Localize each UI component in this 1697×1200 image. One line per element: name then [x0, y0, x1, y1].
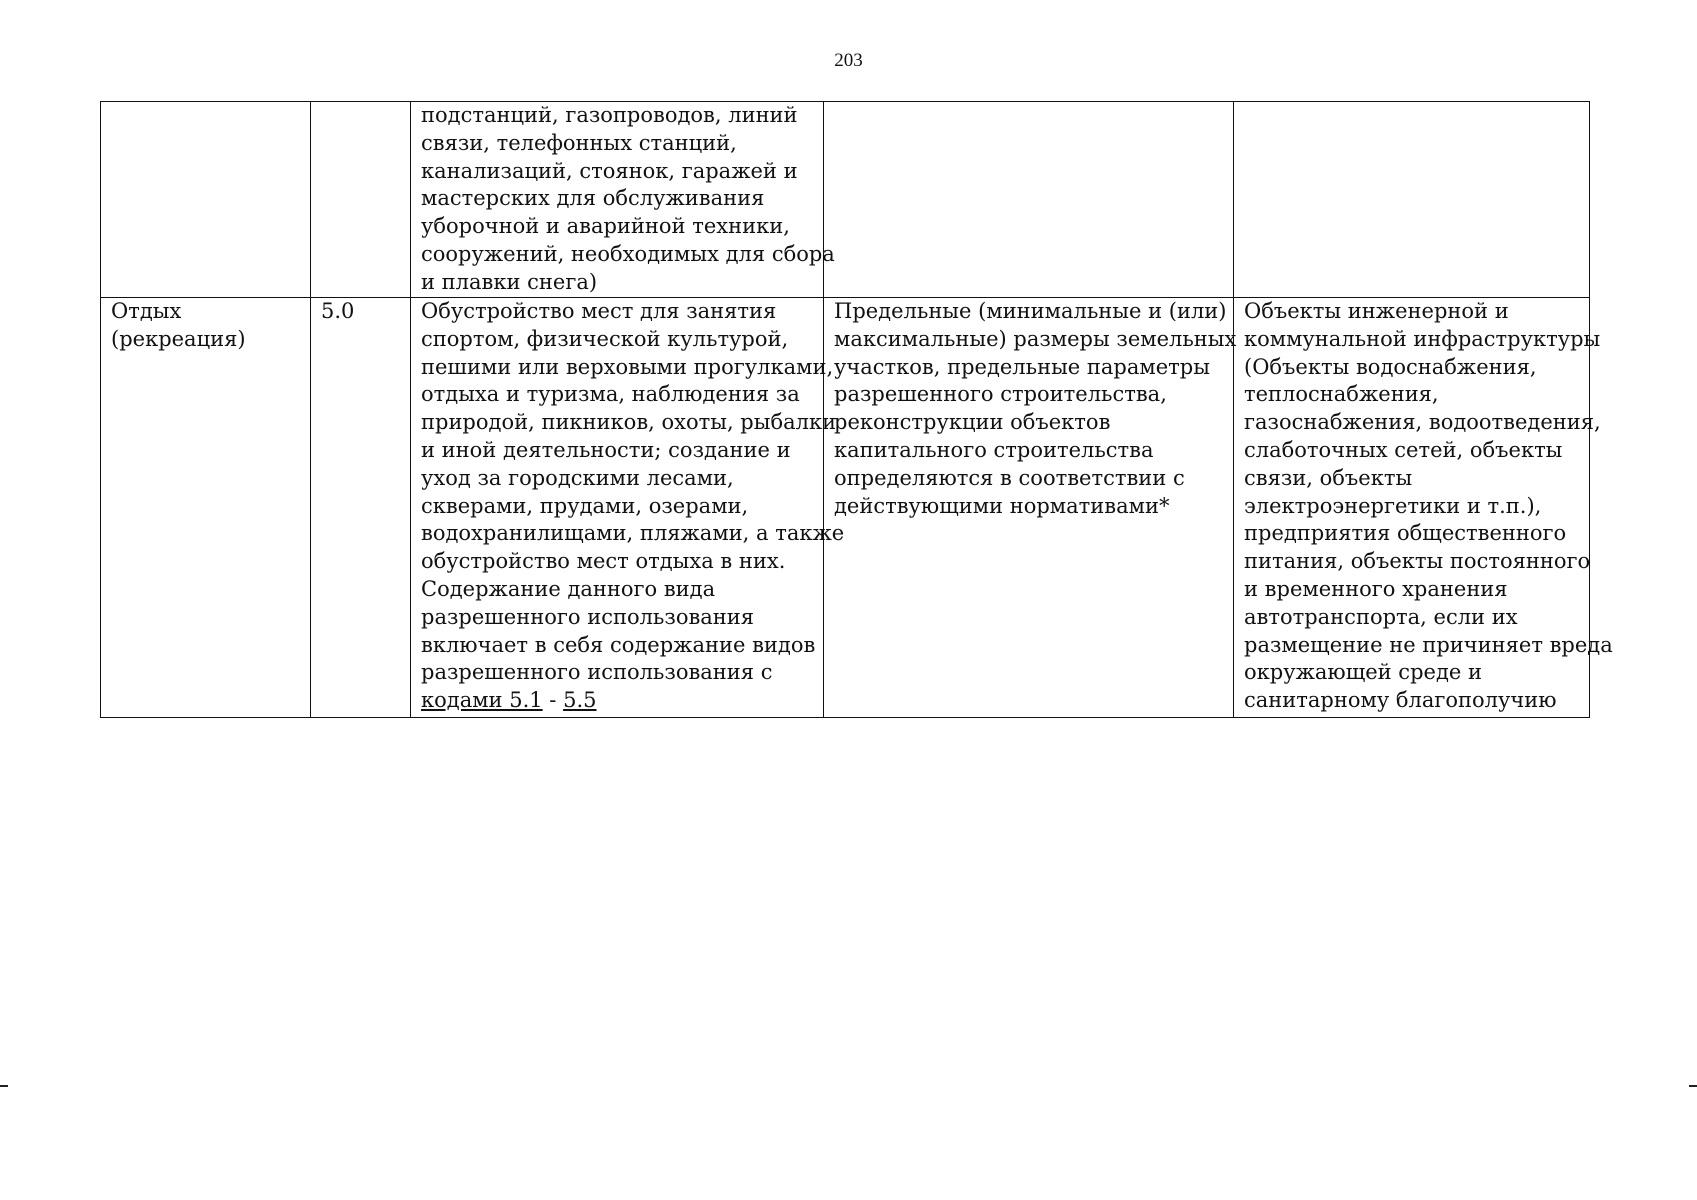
text-line: разрешенного строительства, — [834, 382, 1167, 407]
text-line: теплоснабжения, — [1244, 382, 1439, 407]
text-line: реконструкции объектов — [834, 410, 1111, 435]
text-line: подстанций, газопроводов, линий — [421, 103, 798, 127]
right-margin-mark — [1689, 1085, 1697, 1087]
code-link-end[interactable]: 5.5 — [563, 688, 597, 713]
text-line: разрешенного использования — [421, 604, 755, 629]
text-line: санитарному благополучию — [1244, 688, 1557, 713]
text-line: окружающей среде и — [1244, 660, 1482, 685]
text-line: Обустройство мест для занятия — [421, 299, 777, 323]
text-line: Объекты инженерной и — [1244, 299, 1509, 323]
text-line: разрешенного использования с — [421, 660, 773, 685]
text-line: автотранспорта, если их — [1244, 604, 1518, 629]
code-separator: - — [542, 688, 564, 713]
text-line: связи, телефонных станций, — [421, 130, 737, 155]
text-line: водохранилищами, пляжами, а также — [421, 521, 845, 546]
text-line: слаботочных сетей, объекты — [1244, 437, 1563, 462]
cell-auxiliary — [1234, 298, 1613, 718]
text-line: отдыха и туризма, наблюдения за — [421, 382, 800, 407]
code-value: 5.0 — [321, 299, 355, 323]
cell-name — [101, 102, 311, 298]
left-margin-mark — [0, 1085, 8, 1087]
text-line: сооружений, необходимых для сбора — [421, 241, 835, 266]
text-line: Отдых — [111, 299, 182, 323]
text-line: (Объекты водоснабжения, — [1244, 354, 1537, 379]
text-line: мастерских для обслуживания — [421, 186, 765, 211]
text-line: (рекреация) — [111, 326, 246, 351]
text-line: капитального строительства — [834, 437, 1154, 462]
page-number: 203 — [834, 50, 863, 71]
cell-parameters — [824, 298, 1237, 718]
land-use-table — [100, 101, 1613, 718]
text-line: питания, объекты постоянного — [1244, 549, 1591, 574]
text-line: природой, пикников, охоты, рыбалки — [421, 410, 837, 435]
text-line: связи, объекты — [1244, 465, 1413, 490]
text-line: уход за городскими лесами, — [421, 465, 734, 490]
text-line: скверами, прудами, озерами, — [421, 493, 749, 518]
text-line: коммунальной инфраструктуры — [1244, 326, 1601, 351]
text-line: спортом, физической культурой, — [421, 326, 789, 351]
text-line: и плавки снега) — [421, 269, 598, 294]
text-line: определяются в соответствии с — [834, 465, 1185, 490]
text-line: Содержание данного вида — [421, 576, 716, 601]
text-line: максимальные) размеры земельных — [834, 326, 1237, 351]
codes-line — [421, 687, 813, 715]
code-link-start[interactable]: кодами 5.1 — [421, 688, 543, 713]
cell-name — [101, 298, 311, 718]
text-line: и временного хранения — [1244, 576, 1508, 601]
cell-description — [411, 102, 835, 298]
text-line: и иной деятельности; создание и — [421, 437, 791, 462]
cell-description — [411, 298, 845, 718]
text-line: участков, предельные параметры — [834, 354, 1210, 379]
table-row — [101, 102, 1590, 298]
text-line: обустройство мест отдыха в них. — [421, 549, 786, 574]
text-line: включает в себя содержание видов — [421, 632, 816, 657]
text-line: электроэнергетики и т.п.), — [1244, 493, 1542, 518]
text-line: уборочной и аварийной техники, — [421, 214, 790, 239]
text-line: канализаций, стоянок, гаражей и — [421, 158, 798, 183]
table-row — [101, 298, 1590, 718]
cell-code — [311, 102, 411, 298]
text-line: размещение не причиняет вреда — [1244, 632, 1613, 657]
text-line: действующими нормативами* — [834, 493, 1170, 518]
text-line: Предельные (минимальные и (или) — [834, 299, 1227, 323]
text-line: пешими или верховыми прогулками, — [421, 354, 834, 379]
cell-parameters — [824, 102, 1234, 298]
cell-code — [311, 298, 411, 718]
cell-auxiliary — [1234, 102, 1590, 298]
text-line: газоснабжения, водоотведения, — [1244, 410, 1601, 435]
text-line: предприятия общественного — [1244, 521, 1567, 546]
